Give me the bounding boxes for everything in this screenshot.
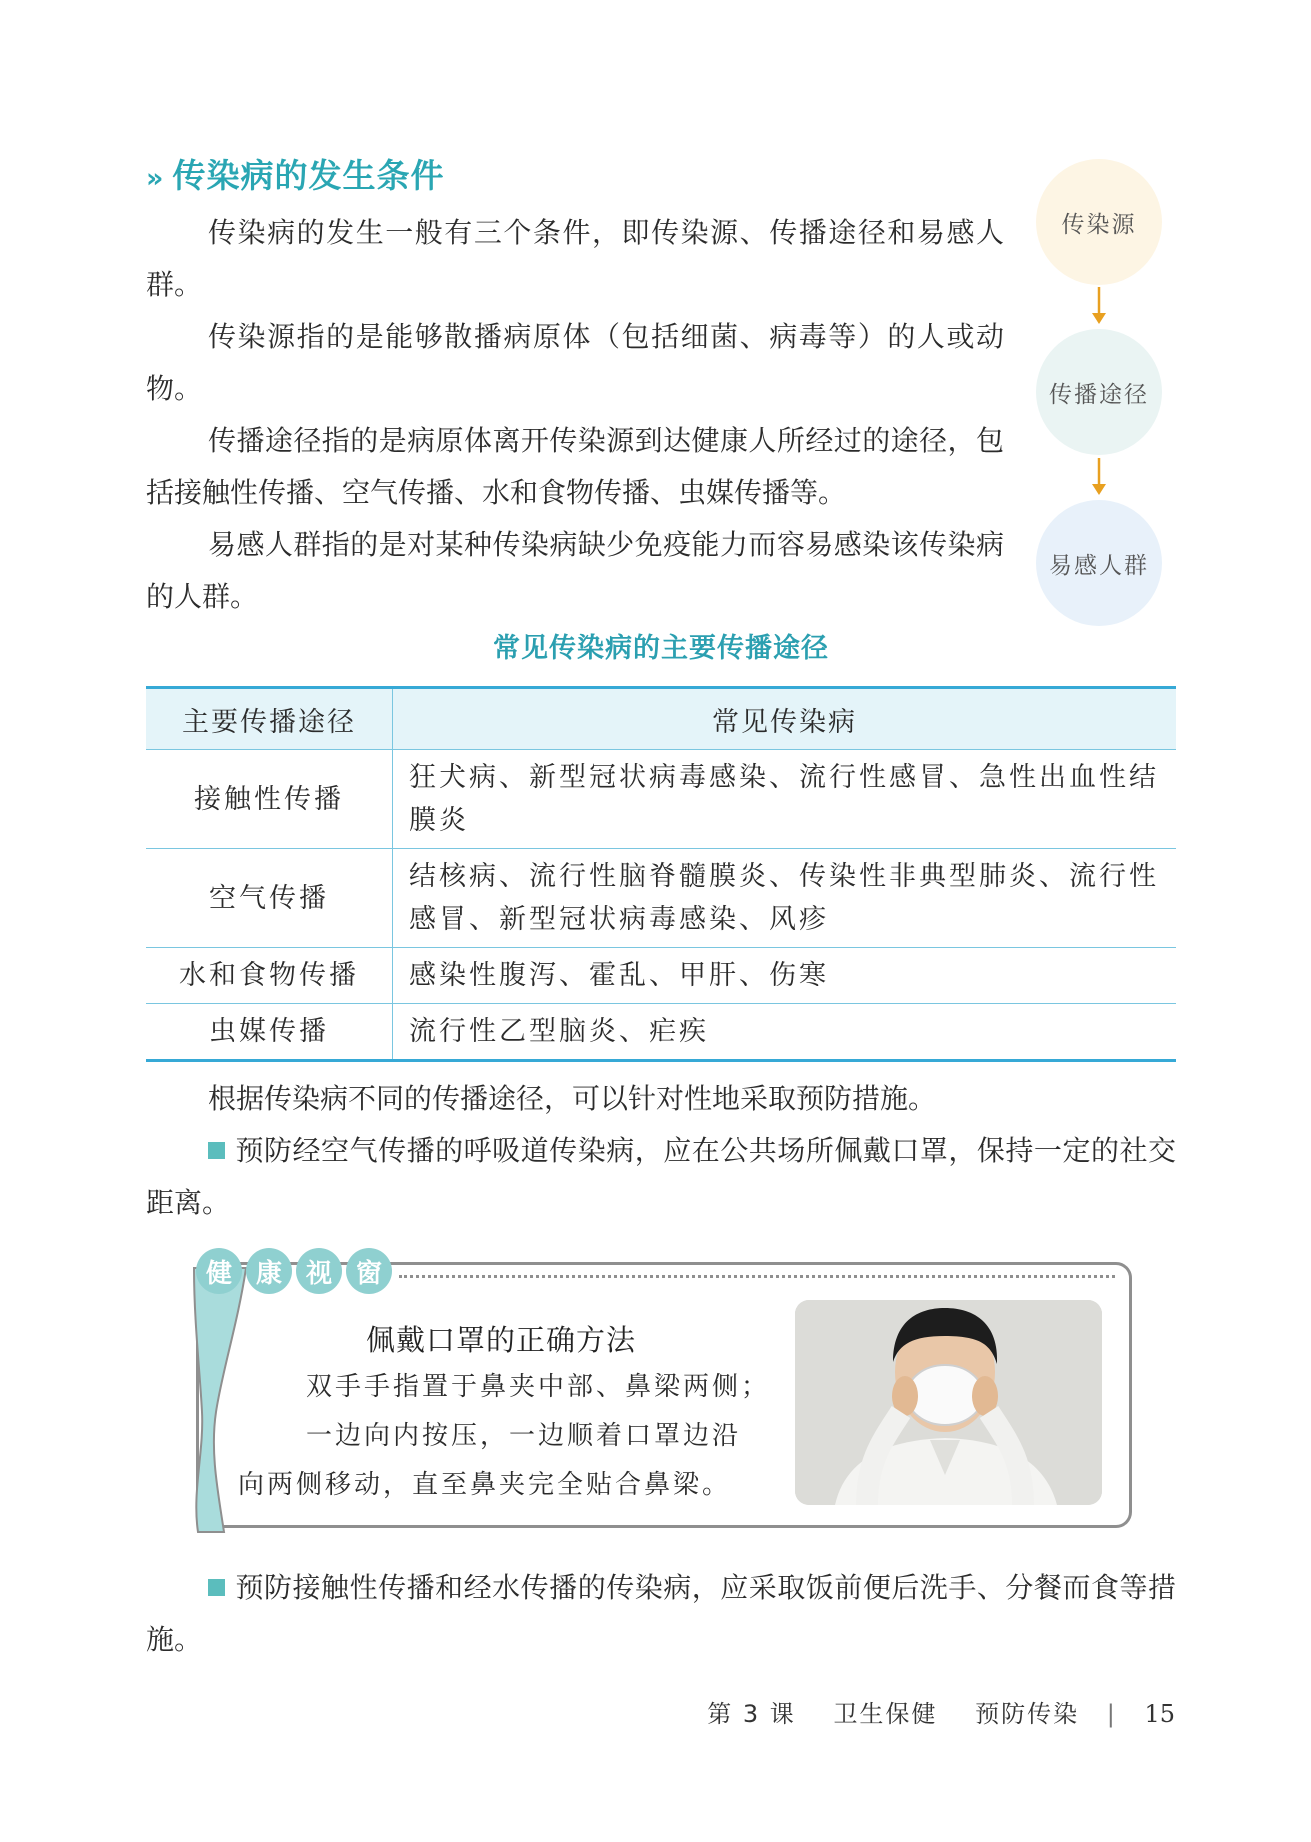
table-cell-route: 空气传播 <box>146 849 393 948</box>
prevention-item-contact <box>146 1562 1176 1666</box>
paragraph-susceptible: 易感人群指的是对某种传染病缺少免疫能力而容易感染该传染病的人群。 <box>146 528 1004 613</box>
diagram-node-susceptible: 易感人群 <box>1036 500 1162 626</box>
paragraph-conditions: 传染病的发生一般有三个条件，即传染源、传播途径和易感人群。 <box>146 216 1004 301</box>
label-char: 健 <box>196 1248 242 1294</box>
square-bullet-icon <box>208 1142 225 1159</box>
footer-divider: | <box>1106 1700 1117 1728</box>
lesson-title-part1: 卫生保健 <box>833 1700 938 1728</box>
prevention-section <box>146 1073 1176 1229</box>
paragraph-source: 传染源指的是能够散播病原体（包括细菌、病毒等）的人或动物。 <box>146 320 1004 405</box>
lesson-title-part2: 预防传染 <box>975 1700 1080 1728</box>
mask-method-title: 佩戴口罩的正确方法 <box>366 1323 637 1357</box>
section-title: 传染病的发生条件 <box>172 156 445 195</box>
down-arrow-icon <box>1091 458 1107 496</box>
table-cell-route: 接触性传播 <box>146 750 393 849</box>
person-wearing-mask-illustration <box>795 1300 1102 1505</box>
table-row <box>146 750 1176 849</box>
chevron-right-icon: » <box>146 163 165 194</box>
mask-step-line: 双手手指置于鼻夹中部、鼻梁两侧； <box>306 1372 771 1402</box>
table-row <box>146 849 1176 948</box>
mask-wearing-photo <box>795 1300 1102 1505</box>
paragraph-route: 传播途径指的是病原体离开传染源到达健康人所经过的途径，包括接触性传播、空气传播、水和食物传播、虫媒传播等。 <box>146 424 1004 509</box>
lesson-suffix: 课 <box>769 1700 796 1728</box>
mask-step-line: 一边向内按压，一边顺着口罩边沿 <box>306 1421 742 1451</box>
table-title: 常见传染病的主要传播途径 <box>493 633 829 664</box>
down-arrow-icon <box>1091 287 1107 325</box>
label-char: 视 <box>296 1248 342 1294</box>
label-char: 康 <box>246 1248 292 1294</box>
square-bullet-icon <box>208 1579 225 1596</box>
prevention-item-airborne <box>146 1125 1176 1229</box>
table-row <box>146 948 1176 1004</box>
transmission-table <box>146 686 1176 1062</box>
diagram-node-source: 传染源 <box>1036 159 1162 285</box>
dotted-divider <box>399 1275 1115 1278</box>
page-number: 15 <box>1144 1700 1175 1728</box>
table-cell-route: 虫媒传播 <box>146 1004 393 1061</box>
prevention-intro: 根据传染病不同的传播途径，可以针对性地采取预防措施。 <box>208 1082 937 1115</box>
page-footer <box>707 1694 1175 1729</box>
mask-step-line: 向两侧移动，直至鼻夹完全贴合鼻梁。 <box>238 1470 732 1500</box>
prevention-item-text: 预防接触性传播和经水传播的传染病，应采取饭前便后洗手、分餐而食等措施。 <box>146 1571 1176 1656</box>
table-header-diseases: 常见传染病 <box>393 688 1177 750</box>
table-row <box>146 1004 1176 1061</box>
diagram-node-route: 传播途径 <box>1036 329 1162 455</box>
prevention-item-contact-line <box>146 1562 1176 1666</box>
lesson-prefix: 第 <box>707 1700 734 1728</box>
table-cell-diseases: 结核病、流行性脑脊髓膜炎、传染性非典型肺炎、流行性感冒、新型冠状病毒感染、风疹 <box>393 849 1177 948</box>
label-char: 窗 <box>346 1248 392 1294</box>
intro-paragraphs <box>146 207 1004 623</box>
health-window-label <box>196 1248 396 1296</box>
mask-method-text <box>238 1363 778 1510</box>
table-cell-diseases: 感染性腹泻、霍乱、甲肝、伤寒 <box>393 948 1177 1004</box>
table-cell-diseases: 狂犬病、新型冠状病毒感染、流行性感冒、急性出血性结膜炎 <box>393 750 1177 849</box>
table-cell-route: 水和食物传播 <box>146 948 393 1004</box>
table-cell-diseases: 流行性乙型脑炎、疟疾 <box>393 1004 1177 1061</box>
table-header-row <box>146 688 1176 750</box>
table-header-route: 主要传播途径 <box>146 688 393 750</box>
prevention-item-text: 预防经空气传播的呼吸道传染病，应在公共场所佩戴口罩，保持一定的社交距离。 <box>146 1134 1176 1219</box>
lesson-number: 3 <box>742 1700 761 1728</box>
section-heading <box>146 150 444 197</box>
